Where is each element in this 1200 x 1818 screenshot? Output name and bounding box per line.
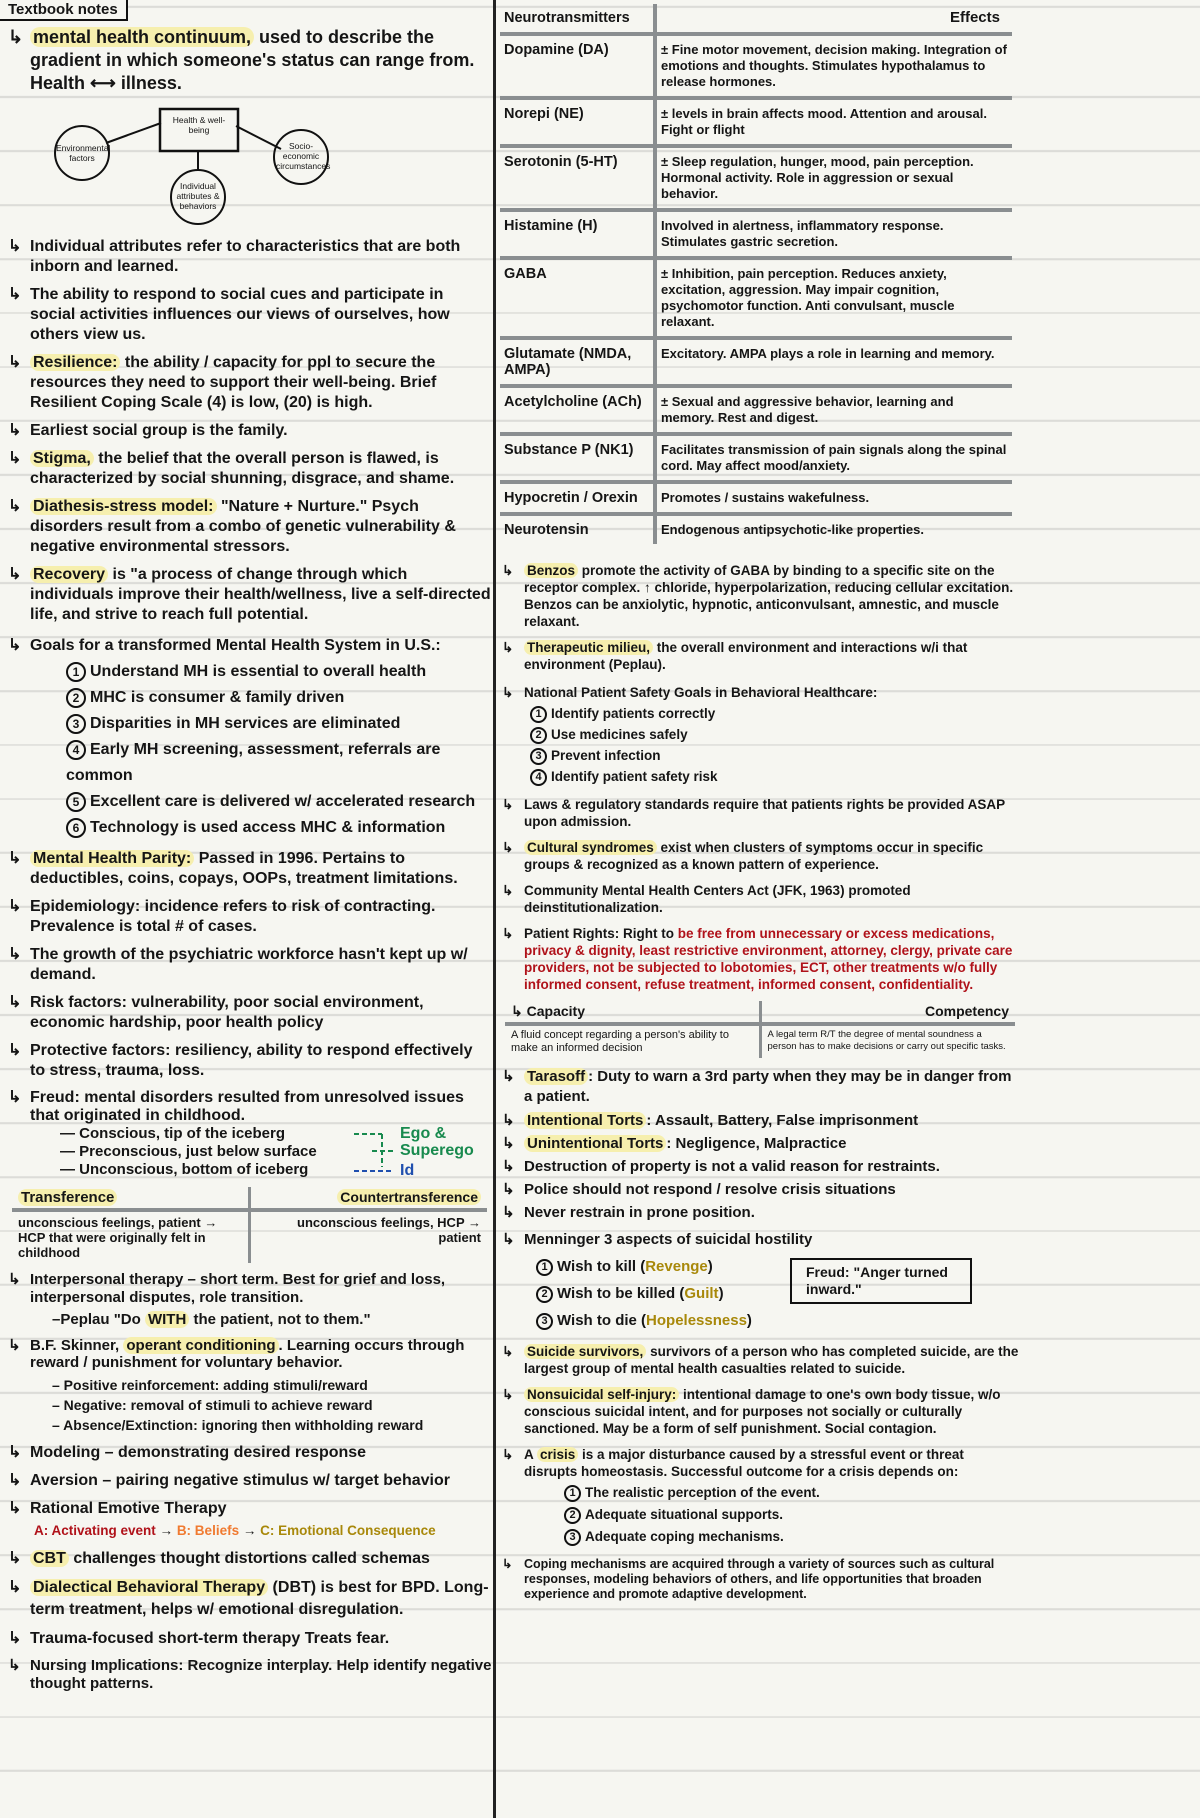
text: Nursing Implications: Recognize interplay. Help identify negative thought patterns. — [30, 1657, 492, 1692]
text: Wish to kill — [557, 1258, 641, 1275]
arrow-bullet-icon: ↳ — [8, 1550, 22, 1567]
table-row — [500, 98, 1012, 146]
term: Tarasoff — [524, 1068, 588, 1085]
table-row — [500, 258, 1012, 338]
arrow-bullet-icon: ↳ — [8, 1657, 21, 1674]
text: the overall environment and interactions w/i that environment (Peplau). — [524, 640, 968, 672]
text: the patient, not to them." — [189, 1311, 371, 1328]
freud-level: — Conscious, tip of the iceberg — [60, 1125, 286, 1142]
table-row — [500, 434, 1012, 482]
text: Trauma-focused short-term therapy Treats fear. — [30, 1630, 390, 1647]
freud-connector-lines — [352, 1129, 396, 1177]
note-ret — [6, 1499, 492, 1541]
text: MHC is consumer & family driven — [90, 689, 345, 706]
table-row — [500, 210, 1012, 258]
note-modeling — [6, 1443, 492, 1463]
text: Identify patient safety risk — [551, 769, 718, 784]
freud-levels — [30, 1125, 492, 1179]
note-stigma — [6, 449, 492, 489]
text: used to describe the gradient in which someone's status can range from. Health ⟷ illness. — [30, 27, 475, 93]
crisis-item — [524, 1526, 1020, 1548]
page-title: Textbook notes — [0, 0, 128, 21]
arrow-bullet-icon: ↳ — [502, 1204, 515, 1221]
text: intentional damage to one's own body tissue, w/o conscious suicidal intent, and for purposes not socially or culturally sanctioned. May be a form of self punishment. Social contagion. — [524, 1387, 1001, 1436]
note-suicide-survivors — [500, 1343, 1020, 1377]
ret-c: C: Emotional Consequence — [260, 1523, 436, 1538]
arrow-bullet-icon: ↳ — [502, 563, 514, 578]
note-freud — [6, 1089, 492, 1179]
reinforcement-item: – Positive reinforcement: adding stimuli/reward — [52, 1377, 368, 1393]
text: Interpersonal therapy – short term. Best for grief and loss, interpersonal disputes, role transition. — [30, 1271, 446, 1306]
term: operant conditioning — [123, 1337, 278, 1354]
note-destruction — [500, 1157, 1020, 1177]
arrow-bullet-icon: ↳ — [8, 1579, 22, 1596]
right-column — [500, 0, 1020, 1602]
note-police — [500, 1180, 1020, 1200]
text: exist when clusters of symptoms occur in specific groups & recognized as a known pattern of experience. — [524, 840, 984, 872]
arrow-bullet-icon: ↳ — [502, 1181, 515, 1198]
goal-item — [30, 815, 492, 841]
note-tarasoff — [500, 1067, 1020, 1107]
ret-b: B: Beliefs — [176, 1523, 240, 1538]
competency-definition: A legal term R/T the degree of mental soundness a person has to make decisions or carry out specific tasks. — [767, 1029, 1006, 1052]
note-cmhc-act — [500, 882, 1020, 916]
text: Laws & regulatory standards require that patients rights be provided ASAP upon admission. — [524, 797, 1005, 829]
text: Passed in 1996. Pertains to deductibles, coins, copays, OOPs, treatment limitations. — [30, 850, 458, 887]
text: Destruction of property is not a valid reason for restraints. — [524, 1158, 940, 1175]
term: Nonsuicidal self-injury: — [524, 1387, 679, 1402]
arrow-bullet-icon: ↳ — [8, 1444, 22, 1461]
arrow-bullet-icon: ↳ — [8, 566, 22, 583]
text: Individual attributes refer to characteristics that are both inborn and learned. — [30, 238, 461, 275]
nt-name: Dopamine (DA) — [500, 34, 655, 98]
text: Menninger 3 aspects of suicidal hostility — [524, 1231, 813, 1248]
note-trauma-therapy — [6, 1629, 492, 1649]
number-circle-icon: 4 — [530, 769, 547, 786]
nt-effect: ± Inhibition, pain perception. Reduces anxiety, excitation, aggression. May impair cognition, psychomotor function. Anti convulsant, muscle relaxant. — [655, 258, 1012, 338]
note-goals — [6, 633, 492, 841]
text: –Peplau "Do — [52, 1311, 145, 1328]
text: B.F. Skinner, — [30, 1337, 124, 1354]
text: Community Mental Health Centers Act (JFK, 1963) promoted deinstitutionalization. — [524, 883, 911, 915]
ego-label: Ego & — [400, 1125, 447, 1142]
arrow-bullet-icon: ↳ — [511, 1003, 527, 1019]
arrow-bullet-icon: ↳ — [502, 1557, 513, 1571]
arrow-bullet-icon: ↳ — [502, 1447, 514, 1462]
countertransference-header: Countertransference — [337, 1189, 481, 1205]
note-cultural-syndromes — [500, 839, 1020, 873]
nt-effect: ± Sleep regulation, hunger, mood, pain perception. Hormonal activity. Role in aggression or sexual behavior. — [655, 146, 1012, 210]
arrow-bullet-icon: ↳ — [502, 1231, 515, 1248]
note-menninger — [500, 1226, 1020, 1334]
term: Dialectical Behavioral Therapy — [30, 1579, 268, 1596]
text: the belief that the overall person is flawed, is characterized by social shunning, disgrace, and shame. — [30, 450, 455, 487]
text: "Nature + Nurture." Psych disorders result from a combo of genetic vulnerability & negative environmental stressors. — [30, 498, 456, 555]
text: Patient Rights: Right to — [524, 926, 678, 941]
arrow-bullet-icon: ↳ — [502, 1135, 515, 1152]
note-nssi — [500, 1386, 1020, 1437]
arrow-bullet-icon: ↳ — [8, 354, 22, 371]
freud-level: — Preconscious, just below surface — [60, 1143, 317, 1160]
term: Therapeutic milieu, — [524, 640, 653, 655]
nt-name: Glutamate (NMDA, AMPA) — [500, 338, 655, 386]
freud-quote-box: Freud: "Anger turned inward." — [790, 1258, 972, 1304]
ego-superego-label — [400, 1125, 490, 1159]
text: is a major disturbance caused by a stressful event or threat disrupts homeostasis. Successful outcome for a crisis depends on: — [524, 1447, 964, 1479]
nt-name: Histamine (H) — [500, 210, 655, 258]
nt-effect: Excitatory. AMPA plays a role in learning and memory. — [655, 338, 1012, 386]
note-laws — [500, 796, 1020, 830]
term: Stigma, — [30, 450, 94, 467]
note-resilience — [6, 353, 492, 413]
arrow-bullet-icon: ↳ — [8, 946, 22, 963]
text: Rational Emotive Therapy — [30, 1500, 227, 1517]
arrow-bullet-icon: ↳ — [8, 898, 22, 915]
number-circle-icon: 2 — [530, 727, 547, 744]
arrow-bullet-icon: ↳ — [502, 840, 514, 855]
goal-item — [30, 685, 492, 711]
note-prone — [500, 1203, 1020, 1223]
arrow-bullet-icon: ↳ — [8, 498, 22, 515]
text: Coping mechanisms are acquired through a variety of sources such as cultural responses, modeling behaviors of others, and life opportunities that broaden experience and promote adaptive development. — [524, 1557, 995, 1601]
transference-table — [12, 1187, 487, 1263]
note-individual-attributes — [6, 237, 492, 277]
text: A — [524, 1447, 537, 1462]
text: survivors of a person who has completed suicide, are the largest group of mental health casualties related to suicide. — [524, 1344, 1019, 1376]
note-epidemiology — [6, 897, 492, 937]
arrow-bullet-icon: ↳ — [502, 1158, 515, 1175]
note-benzos — [500, 562, 1020, 630]
number-circle-icon: 5 — [66, 792, 86, 812]
text: Epidemiology: incidence refers to risk of contracting. Prevalence is total # of cases. — [30, 898, 436, 935]
note-aversion — [6, 1471, 492, 1491]
reinforcement-item: – Absence/Extinction: ignoring then withholding reward — [52, 1417, 424, 1433]
table-row — [500, 146, 1012, 210]
note-coping — [500, 1557, 1020, 1602]
text: : Negligence, Malpractice — [666, 1135, 847, 1152]
npsg-item — [524, 703, 1020, 724]
crisis-item — [524, 1504, 1020, 1526]
nt-name: GABA — [500, 258, 655, 338]
note-earliest-group — [6, 421, 492, 441]
arrow-bullet-icon: ↳ — [502, 1387, 514, 1402]
nt-name: Serotonin (5-HT) — [500, 146, 655, 210]
goal-item — [30, 737, 492, 789]
term: Benzos — [524, 563, 578, 578]
note-unintentional-torts — [500, 1134, 1020, 1154]
arrow-bullet-icon: ↳ — [8, 1472, 22, 1489]
term: Recovery — [30, 566, 108, 583]
left-column — [6, 0, 492, 1693]
number-circle-icon: 2 — [536, 1286, 553, 1303]
text: : Duty to warn a 3rd party when they may be in danger from a patient. — [524, 1068, 1012, 1105]
goal-item — [30, 789, 492, 815]
nt-effect: Involved in alertness, inflammatory response. Stimulates gastric secretion. — [655, 210, 1012, 258]
arrow-bullet-icon: ↳ — [8, 1630, 22, 1647]
note-social-cues — [6, 285, 492, 345]
table-row — [500, 514, 1012, 544]
note-skinner — [6, 1337, 492, 1435]
goal-item — [30, 659, 492, 685]
note-nursing-implications — [6, 1657, 492, 1693]
number-circle-icon: 1 — [564, 1485, 581, 1502]
motive: Guilt — [684, 1285, 719, 1302]
text: Use medicines safely — [551, 727, 688, 742]
arrow-bullet-icon: ↳ — [8, 450, 22, 467]
number-circle-icon: 2 — [66, 688, 86, 708]
text: National Patient Safety Goals in Behavioral Healthcare: — [524, 685, 878, 700]
term: crisis — [537, 1447, 578, 1462]
arrow-bullet-icon: ↳ — [8, 994, 22, 1011]
arrow-bullet-icon: ↳ — [8, 1500, 22, 1517]
arrow-bullet-icon: ↳ — [502, 797, 514, 812]
transference-header: Transference — [18, 1189, 117, 1206]
text: Aversion – pairing negative stimulus w/ target behavior — [30, 1472, 450, 1489]
capacity-header: Capacity — [526, 1003, 585, 1019]
npsg-item — [524, 766, 1020, 787]
arrow-bullet-icon: ↳ — [502, 1344, 514, 1359]
arrow-bullet-icon: ↳ — [8, 1271, 21, 1288]
text: Modeling – demonstrating desired response — [30, 1444, 367, 1461]
text: Understand MH is essential to overall health — [90, 663, 427, 680]
number-circle-icon: 4 — [66, 740, 86, 760]
arrow-bullet-icon: ↳ — [8, 1042, 22, 1059]
text: Prevent infection — [551, 748, 661, 763]
note-risk-factors — [6, 993, 492, 1033]
text: Wish to be killed — [557, 1285, 680, 1302]
text: Never restrain in prone position. — [524, 1204, 755, 1221]
arrow-bullet-icon: ↳ — [8, 1337, 21, 1354]
arrow-bullet-icon: ↳ — [502, 1068, 515, 1085]
text: is "a process of change through which individuals improve their health/wellness, live a self-directed life, and strive to reach full potential. — [30, 566, 491, 623]
term: Diathesis-stress model: — [30, 498, 217, 515]
ret-a: A: Activating event — [34, 1523, 156, 1538]
arrow-bullet-icon: ↳ — [8, 422, 22, 439]
goals-heading: Goals for a transformed Mental Health System in U.S.: — [30, 637, 441, 654]
reinforcement-item: – Negative: removal of stimuli to achieve reward — [52, 1397, 373, 1413]
term: Unintentional Torts — [524, 1135, 666, 1152]
text: Freud: mental disorders resulted from unresolved issues that originated in childhood. — [30, 1089, 464, 1124]
arrow-bullet-icon: ↳ — [8, 27, 24, 47]
number-circle-icon: 1 — [536, 1259, 553, 1276]
diagram-center: Health & well-being — [172, 115, 226, 135]
diagram-left: Environmental factors — [56, 143, 111, 163]
note-parity — [6, 849, 492, 889]
competency-header: Competency — [760, 1001, 1015, 1024]
diagram-right: Socio-economic circumstances — [276, 141, 331, 171]
text: Early MH screening, assessment, referrals are common — [66, 741, 441, 784]
nt-effect: Promotes / sustains wakefulness. — [655, 482, 1012, 514]
goal-item — [30, 711, 492, 737]
nt-effect: ± Sexual and aggressive behavior, learning and memory. Rest and digest. — [655, 386, 1012, 434]
table-row — [500, 34, 1012, 98]
term: Mental Health Parity: — [30, 850, 194, 867]
text: Police should not respond / resolve crisis situations — [524, 1181, 896, 1198]
number-circle-icon: 3 — [530, 748, 547, 765]
npsg-item — [524, 724, 1020, 745]
text: Risk factors: vulnerability, poor social environment, economic hardship, poor health policy — [30, 994, 424, 1031]
superego-label: Superego — [400, 1142, 474, 1159]
term: Resilience: — [30, 354, 120, 371]
text: Disparities in MH services are eliminated — [90, 715, 401, 732]
number-circle-icon: 6 — [66, 818, 86, 838]
term: Intentional Torts — [524, 1112, 646, 1129]
text: challenges thought distortions called schemas — [68, 1550, 430, 1567]
arrow-bullet-icon: ↳ — [8, 1089, 22, 1106]
menninger-item: 3 Wish to die (Hopelessness) — [524, 1307, 789, 1334]
note-mh-continuum — [6, 26, 492, 95]
number-circle-icon: 3 — [536, 1313, 553, 1330]
number-circle-icon: 2 — [564, 1507, 581, 1524]
nt-name: Hypocretin / Orexin — [500, 482, 655, 514]
arrow-bullet-icon: ↳ — [502, 926, 514, 941]
crisis-item — [524, 1482, 1020, 1504]
nt-effect: ± levels in brain affects mood. Attention and arousal. Fight or flight — [655, 98, 1012, 146]
capacity-definition: A fluid concept regarding a person's ability to make an informed decision — [505, 1024, 760, 1058]
freud-level: — Unconscious, bottom of iceberg — [60, 1161, 309, 1178]
text: promote the activity of GABA by binding to a specific site on the receptor complex. ↑ chloride, hyperpolarization, reducing cellular excitation. Benzos can be anxiolytic, hypnotic, anticonvulsant, amnestic, and muscle relaxant. — [524, 563, 1014, 629]
text: Adequate situational supports. — [585, 1507, 784, 1522]
arrow-bullet-icon: ↳ — [502, 640, 514, 655]
arrow-bullet-icon: ↳ — [8, 637, 22, 654]
arrow-icon: → — [159, 1523, 174, 1538]
number-circle-icon: 3 — [564, 1529, 581, 1546]
note-npsg — [500, 682, 1020, 787]
number-circle-icon: 3 — [66, 714, 86, 734]
note-patient-rights — [500, 925, 1020, 993]
text: Identify patients correctly — [551, 706, 716, 721]
arrow-bullet-icon: ↳ — [8, 286, 22, 303]
note-dbt — [6, 1577, 492, 1621]
note-milieu — [500, 639, 1020, 673]
note-recovery — [6, 565, 492, 625]
note-crisis — [500, 1446, 1020, 1548]
text: Technology is used access MHC & information — [90, 819, 446, 836]
npsg-item — [524, 745, 1020, 766]
text: The growth of the psychiatric workforce hasn't kept up w/ demand. — [30, 946, 468, 983]
nt-name: Substance P (NK1) — [500, 434, 655, 482]
text: (DBT) is best for BPD. Long-term treatment, helps w/ emotional disregulation. — [30, 1579, 489, 1618]
text: Wish to die — [557, 1312, 642, 1329]
note-protective-factors — [6, 1041, 492, 1081]
nt-name: Norepi (NE) — [500, 98, 655, 146]
nt-effect: Facilitates transmission of pain signals along the spinal cord. May affect mood/anxiety. — [655, 434, 1012, 482]
note-intentional-torts — [500, 1111, 1020, 1131]
table-row — [500, 386, 1012, 434]
capacity-competency-table — [505, 1001, 1015, 1058]
neurotransmitter-table — [500, 4, 1012, 544]
diagram-bottom: Individual attributes & behaviors — [176, 181, 220, 211]
nt-name: Neurotensin — [500, 514, 655, 544]
transference-definition: unconscious feelings, patient → HCP that were originally felt in childhood — [12, 1210, 250, 1263]
table-row — [500, 338, 1012, 386]
arrow-bullet-icon: ↳ — [502, 883, 514, 898]
text: Earliest social group is the family. — [30, 422, 288, 439]
text: the ability / capacity for ppl to secure the resources they need to support their well-being. Brief Resilient Coping Scale (4) is low, (20) is high. — [30, 354, 437, 411]
arrow-bullet-icon: ↳ — [502, 685, 514, 700]
term: mental health continuum, — [30, 27, 254, 47]
id-label: Id — [400, 1162, 415, 1179]
term: CBT — [30, 1550, 69, 1567]
nt-effect: ± Fine motor movement, decision making. Integration of emotions and thoughts. Stimulates hypothalamus to release hormones. — [655, 34, 1012, 98]
term: Cultural syndromes — [524, 840, 657, 855]
health-diagram-container — [6, 101, 492, 229]
note-cbt — [6, 1549, 492, 1569]
arrow-bullet-icon: ↳ — [8, 850, 22, 867]
text: Excellent care is delivered w/ accelerated research — [90, 793, 476, 810]
text: The realistic perception of the event. — [585, 1485, 820, 1500]
number-circle-icon: 1 — [530, 706, 547, 723]
menninger-item: 2 Wish to be killed (Guilt) — [524, 1280, 789, 1307]
note-workforce — [6, 945, 492, 985]
table-row — [500, 482, 1012, 514]
note-diathesis — [6, 497, 492, 557]
nt-header-name: Neurotransmitters — [500, 4, 655, 34]
arrow-bullet-icon: ↳ — [8, 238, 22, 255]
column-divider — [493, 0, 496, 1818]
text: Adequate coping mechanisms. — [585, 1529, 784, 1544]
motive: Revenge — [645, 1258, 708, 1275]
term: Suicide survivors, — [524, 1344, 646, 1359]
nt-header-effects: Effects — [655, 4, 1012, 34]
nt-name: Acetylcholine (ACh) — [500, 386, 655, 434]
note-interpersonal-therapy — [6, 1271, 492, 1329]
text: Protective factors: resiliency, ability to respond effectively to stress, trauma, loss. — [30, 1042, 473, 1079]
number-circle-icon: 1 — [66, 662, 86, 682]
text: : Assault, Battery, False imprisonment — [646, 1112, 919, 1129]
arrow-icon: → — [242, 1523, 257, 1538]
countertransference-definition: unconscious feelings, HCP → patient — [297, 1215, 481, 1245]
menninger-item: 1 Wish to kill (Revenge) — [524, 1253, 789, 1280]
arrow-bullet-icon: ↳ — [502, 1112, 515, 1129]
term: WITH — [145, 1311, 189, 1328]
nt-effect: Endogenous antipsychotic-like properties. — [661, 522, 924, 537]
rights-list: be free from unnecessary or excess medications, privacy & dignity, least restrictive environment, attorney, clergy, private care providers, not be subjected to lobotomies, ECT, other treatments w/o fully informed consent, refuse treatment, informed consent, confidentiality. — [524, 926, 1013, 992]
text: The ability to respond to social cues and participate in social activities influences our views of ourselves, how others view us. — [30, 286, 450, 343]
motive: Hopelessness — [646, 1312, 747, 1329]
text: . Learning occurs through reward / punishment for voluntary behavior. — [30, 1337, 465, 1371]
